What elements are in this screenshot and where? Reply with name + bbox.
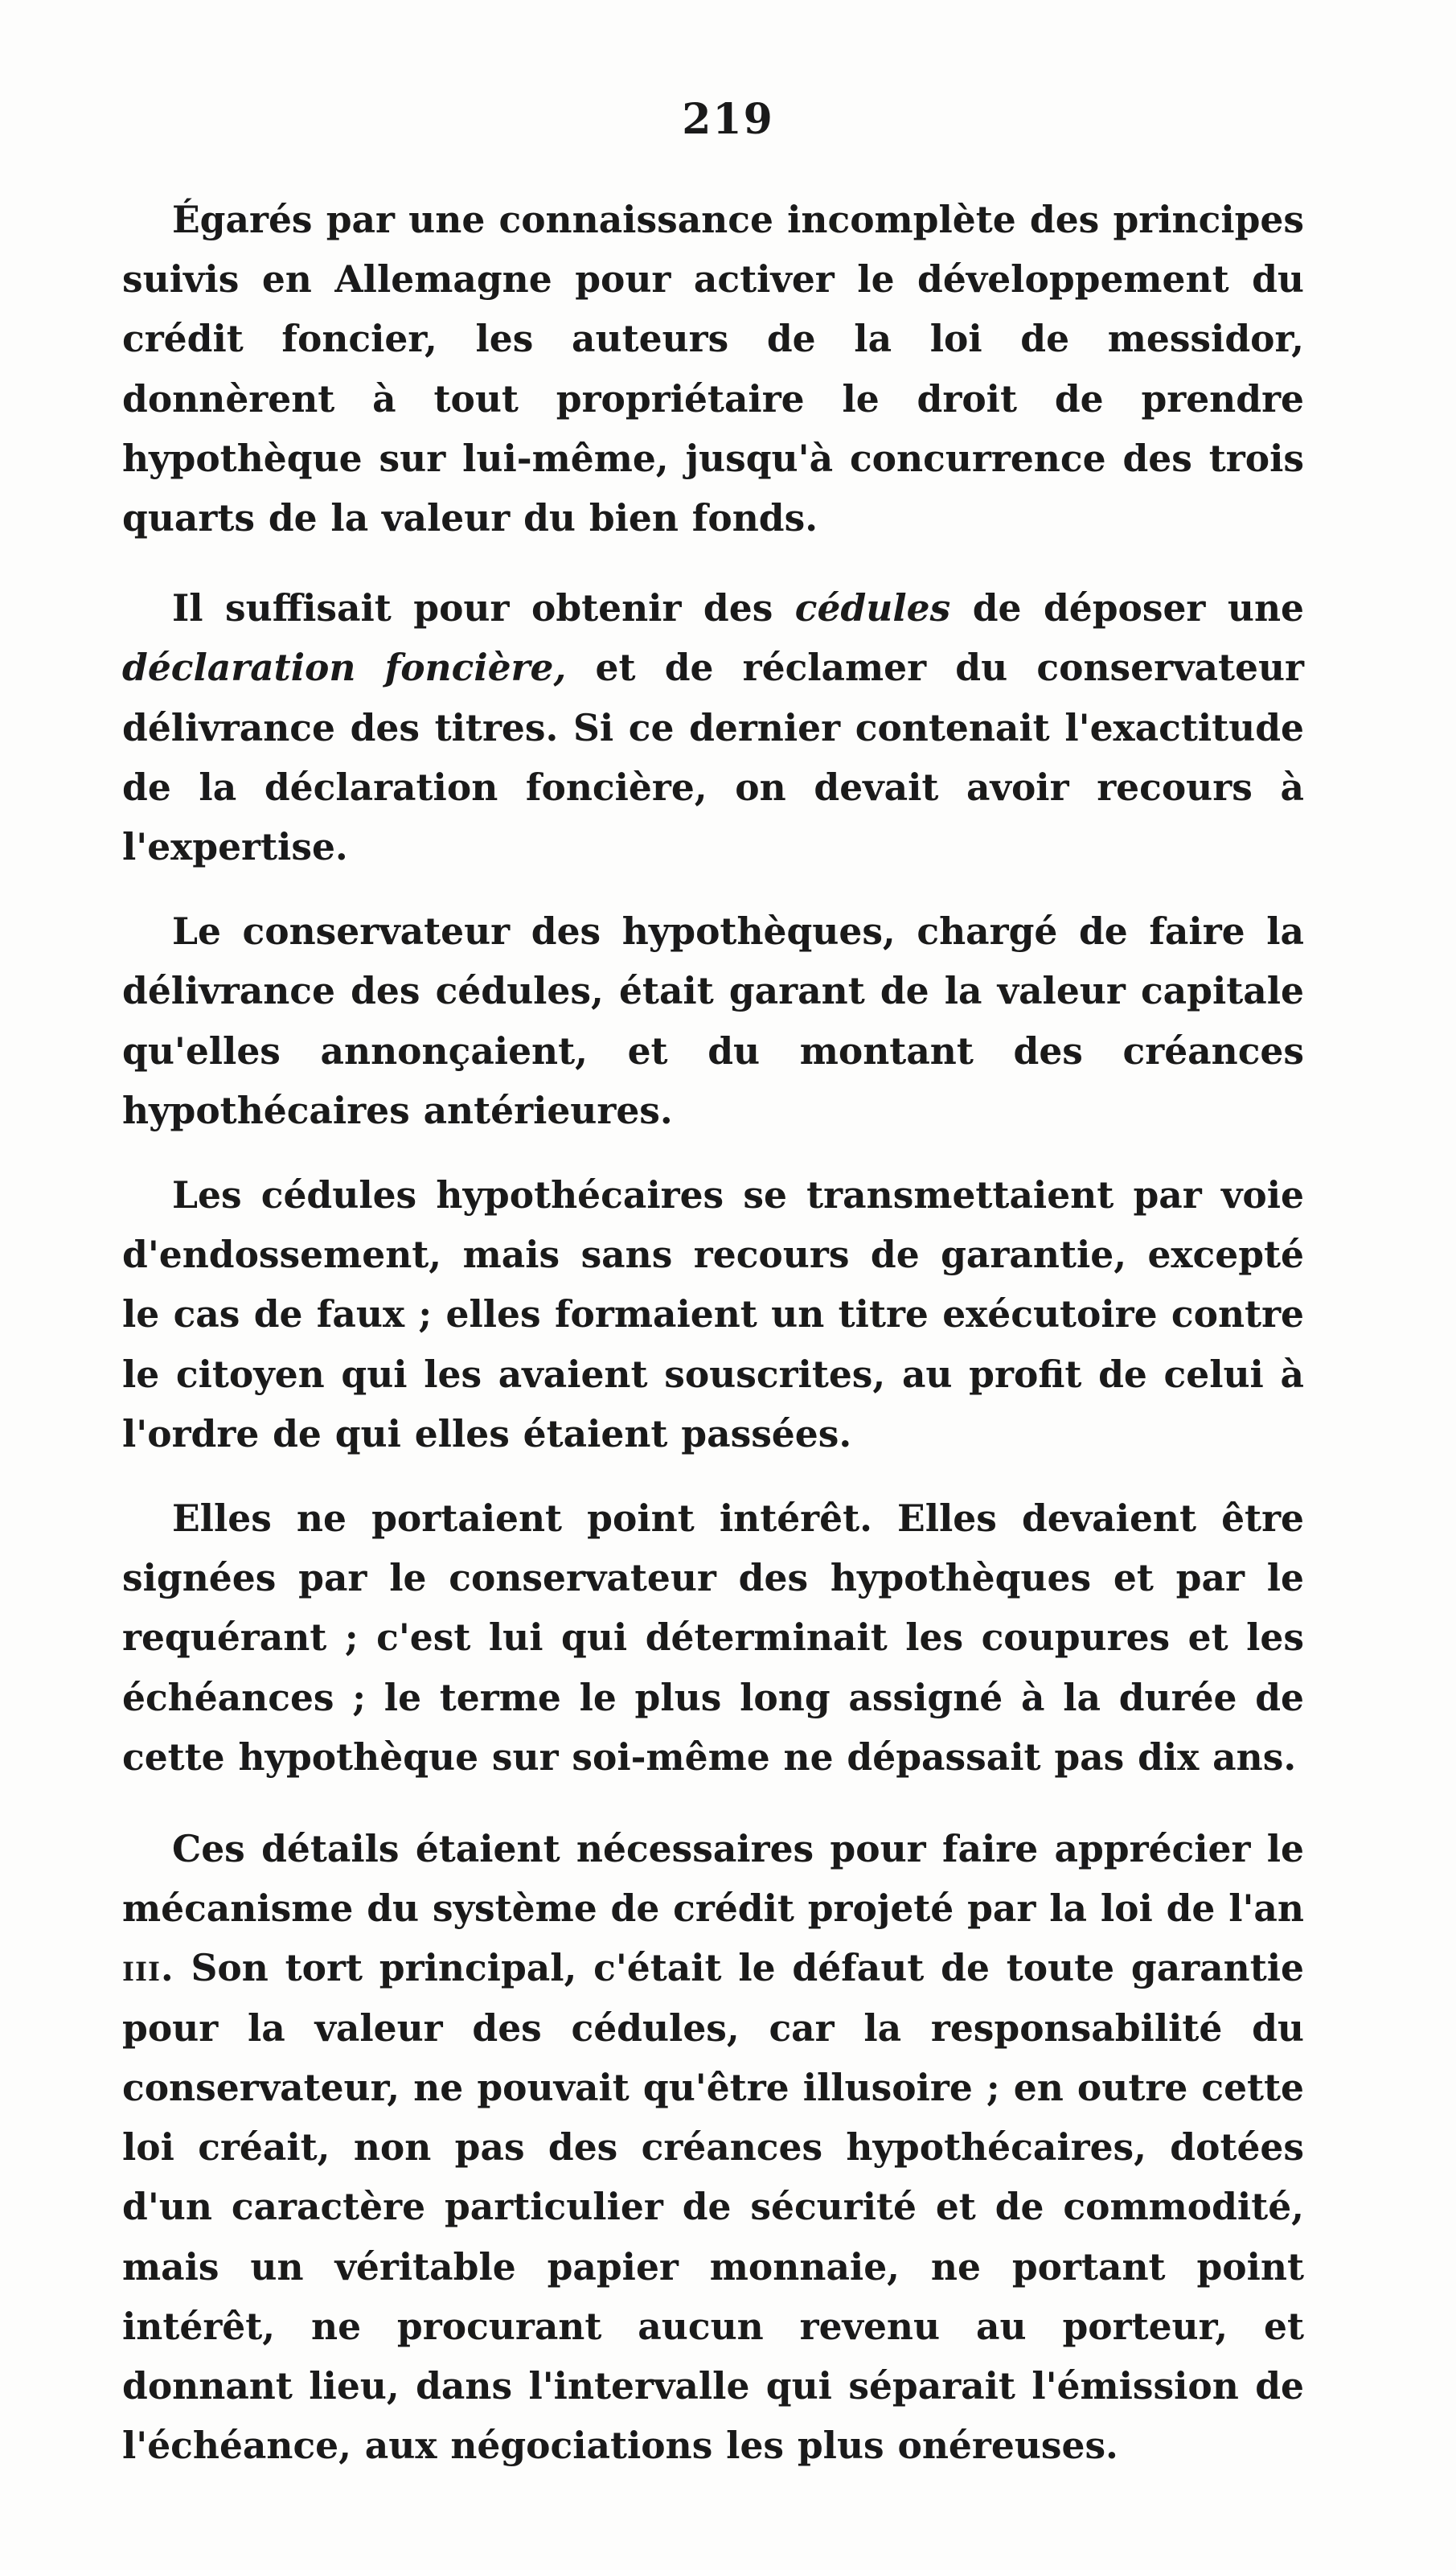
paragraph-6-text-a: Ces détails étaient nécessaires pour faire apprécier le mécanisme du système de crédit projeté par la loi de l'an: [122, 1827, 1304, 1931]
paragraph-2-text-e: et de réclamer du conservateur délivrance des titres. Si ce dernier contenait l'exactitude de la déclaration foncière, on devait avoir recours à l'expertise.: [122, 646, 1305, 869]
paragraph-2-text-a: Il suffisait pour obtenir des: [172, 586, 795, 630]
paragraph-2: [122, 578, 1304, 877]
paragraph-6-text-c: Son tort principal, c'était le défaut de toute garantie pour la valeur des cédules, car la responsabilité du conservateur, ne pouvait qu'être illusoire ; en outre cette loi créait, non pas des créances hypothécaires, dotées d'un caractère particulier de sécurité et de commodité, mais un véritable papier monnaie, ne portant point intérêt, ne procurant aucun revenu au porteur, et donnant lieu, dans l'intervalle qui séparait l'émission de l'échéance, aux négociations les plus onéreuses.: [122, 1946, 1304, 2468]
paragraph-3: Le conservateur des hypothèques, chargé de faire la délivrance des cédules, était garant de la valeur capitale qu'elles annonçaient, et du montant des créances hypothécaires antérieures.: [122, 909, 1304, 1132]
paragraph-6: [122, 1819, 1304, 2475]
paragraph-4: Les cédules hypothécaires se transmettaient par voie d'endossement, mais sans recours de garantie, excepté le cas de faux ; elles formaient un titre exécutoire contre le citoyen qui les avaient souscrites, au profit de celui à l'ordre de qui elles étaient passées.: [122, 1173, 1304, 1455]
paragraph-1: Égarés par une connaissance incomplète des principes suivis en Allemagne pour activer le développement du crédit foncier, les auteurs de la loi de messidor, donnèrent à tout propriétaire le droit de prendre hypothèque sur lui-même, jusqu'à concurrence des trois quarts de la valeur du bien fonds.: [122, 198, 1304, 540]
body-text: [122, 190, 1304, 2475]
term-cedules: cédules: [794, 586, 951, 630]
year-roman-numeral: iii.: [122, 1946, 174, 1990]
term-declaration-fonciere: déclaration foncière,: [122, 646, 567, 690]
paragraph-2-text-c: de déposer une: [950, 586, 1304, 630]
paragraph-5: Elles ne portaient point intérêt. Elles devaient être signées par le conservateur des hypothèques et par le requérant ; c'est lui qui déterminait les coupures et les échéances ; le terme le plus long assigné à la durée de cette hypothèque sur soi-même ne dépassait pas dix ans.: [122, 1496, 1304, 1779]
page-number: 219: [682, 95, 774, 144]
